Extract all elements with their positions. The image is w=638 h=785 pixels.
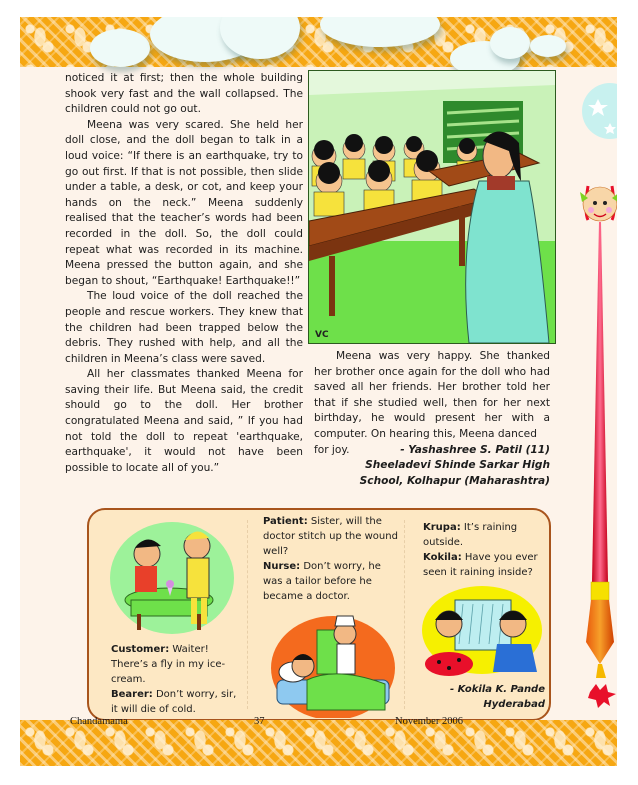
joke-speaker: Patient: [263,516,308,527]
joke-speaker: Kokila: [423,552,462,563]
restaurant-cartoon [107,518,237,636]
joke-speaker: Bearer: [111,689,153,700]
joke-line: It’s raining outside. [423,522,518,548]
story-paragraph: The loud voice of the doll reached the people and rescue workers. They knew that the children had been trapped below the debris. They rushed with help, and all the children in Meena’s class were saved. [65,290,303,365]
hospital-cartoon [267,610,399,718]
school-name-line1: Sheeladevi Shinde Sarkar High [365,459,550,472]
jokes-comic-box [87,508,551,721]
cloud-decoration [530,35,566,57]
joke-city: Hyderabad [483,699,545,710]
classroom-illustration [308,70,556,344]
story-author: - Yashashree S. Patil (11) [400,443,550,456]
story-paragraph: Meena was very happy. She thanked her brother once again for the doll who had saved all her friends. Her brother told her that if she studied well, then for her next birthday, he would present her with a computer. On hearing this, Meena danced [314,350,550,440]
magazine-page [20,17,617,766]
footer-page-number: 37 [254,716,265,727]
joke-speaker: Nurse: [263,561,301,572]
cloud-decoration [90,29,150,67]
star-cloud-decoration [580,81,617,141]
story-column-right [314,349,550,489]
byline-row [314,443,550,459]
comic-divider [247,520,248,709]
story-paragraph: noticed it at first; then the whole building shook very fast and the wall collapsed. The children could not go out. [65,72,303,116]
comic-divider [404,520,405,709]
footer-issue-date: November 2006 [395,716,463,727]
decorative-pen [576,172,617,727]
joke-line: Don’t worry, he was a tailor before he became a doctor. [263,561,381,602]
cloud-decoration [490,27,530,59]
story-paragraph: Meena was very scared. She held her doll close, and the doll began to talk in a loud voice: “If there is an earthquake, try to go out first. If that is not possible, then slide under a table, a desk, or cot, and keep your hands on the neck.” Meena suddenly realised that the teacher’s words had been recorded in the doll. So, the doll could repeat what was recorded in its machine. Meena pressed the button again, and she began to shout, “Earthquake! Earthquake!!” [65,118,303,287]
joke-line: Waiter! There’s a fly in my ice-cream. [111,644,226,685]
joke-line: Have you ever seen it raining inside? [423,552,538,578]
rain-cartoon [419,584,545,678]
joke-rain [423,520,547,580]
joke-author: - Kokila K. Pande [450,684,545,695]
joke-hospital [263,514,401,604]
joke-line: Sister, will the doctor stitch up the wound well? [263,516,398,557]
story-column-left [65,71,303,476]
flower-splash-icon [588,684,616,708]
school-name-line2: School, Kolhapur (Maharashtra) [359,474,550,487]
joke-restaurant [111,642,241,717]
joke-speaker: Customer: [111,644,170,655]
footer-magazine-name: Chandamama [70,716,128,727]
joke-line: Don’t worry, sir, it will die of cold. [111,689,237,715]
story-last-words: for joy. [314,443,350,456]
classroom-scene [309,71,555,343]
illustration-signature: VC [315,330,329,340]
story-paragraph: All her classmates thanked Meena for saving their life. But Meena said, the credit should go to the doll. Her brother congratulated Meena and said, ” If you had not told the doll to repeat 'earthquake, earthquake', it would not have been possible to locate all of you.” [65,368,303,474]
joke-speaker: Krupa: [423,522,461,533]
